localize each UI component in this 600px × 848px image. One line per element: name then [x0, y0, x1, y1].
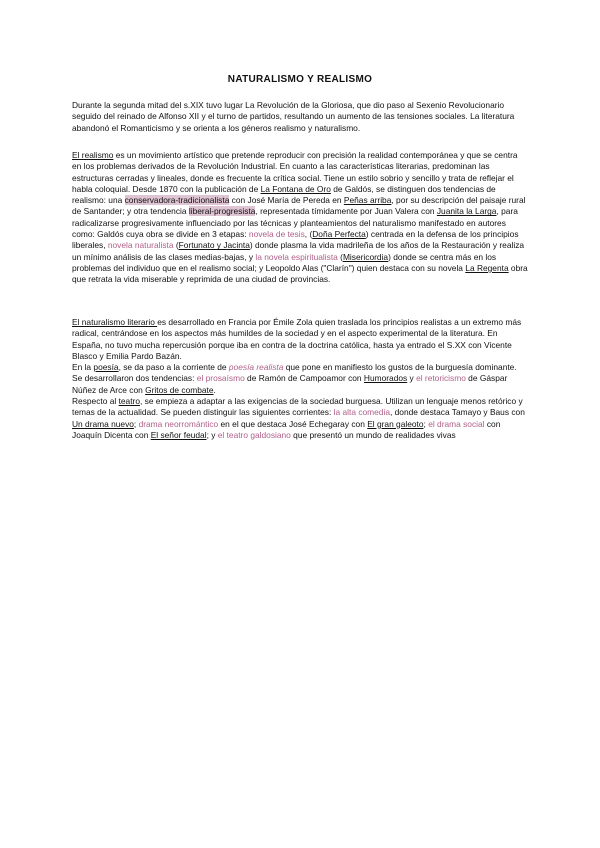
- page-title: NATURALISMO Y REALISMO: [227, 74, 373, 85]
- text-run: ;: [133, 418, 139, 429]
- work-penas-arriba[interactable]: Peñas arriba: [343, 195, 392, 206]
- text-run: (: [337, 251, 343, 262]
- work-juanita-la-larga[interactable]: Juanita la Larga: [436, 206, 497, 217]
- work-el-gran-galeoto[interactable]: El gran galeoto: [367, 418, 424, 429]
- highlight-conservadora: conservadora-tradicionalista: [124, 195, 230, 206]
- work-gritos-de-combate[interactable]: Gritos de combate: [145, 384, 214, 395]
- text-run: y: [407, 373, 417, 384]
- work-dona-perfecta[interactable]: Doña Perfecta: [312, 229, 366, 240]
- term-retoricismo: el retoricismo: [416, 373, 466, 384]
- text-run: ) donde plasma la vida madrileña de los años de la Restauración y realiza un mínimo análisis de las clases medias-bajas, y: [72, 240, 525, 262]
- text-run: que pone en manifiesto los gustos de la burguesía dominante. Se desarrollaron dos tendencias:: [72, 362, 517, 384]
- work-un-drama-nuevo[interactable]: Un drama nuevo: [72, 418, 134, 429]
- term-alta-comedia: la alta comedia: [333, 407, 390, 418]
- text-run: (: [173, 240, 179, 251]
- text-run: Respecto al: [72, 396, 119, 407]
- text-run: En la: [72, 362, 94, 373]
- text-run: de Ramón de Campoamor con: [244, 373, 364, 384]
- text-run: ) centrada en la defensa de los principios liberales,: [72, 229, 519, 251]
- work-misericordia[interactable]: Misericordia: [342, 251, 389, 262]
- term-prosaismo: el prosaísmo: [196, 373, 245, 384]
- text-run: , para radicalizarse progresivamente influenciado por las técnicas y planteamientos del naturalismo manifestado en autores como: Galdós cuya obra se divide en 3 etapas:: [72, 206, 518, 240]
- term-teatro-galdosiano: el teatro galdosiano: [217, 429, 291, 440]
- term-novela-de-tesis: novela de tesis: [248, 229, 305, 240]
- term-novela-espiritualista: la novela espiritualista: [255, 251, 338, 262]
- work-el-senor-feudal[interactable]: El señor feudal: [150, 429, 207, 440]
- text-run: de Gáspar Núñez de Arce con: [72, 373, 508, 395]
- realismo-paragraph: [72, 150, 528, 286]
- text-run: ) donde se centra más en los problemas del individuo que en el realismo social; y Leopoldo Alas ("Clarín") quien destaca con su novela: [72, 251, 497, 273]
- text-run: de Galdós, se distinguen dos tendencias de realismo: una: [72, 183, 496, 206]
- naturalismo-term[interactable]: El naturalismo literario: [72, 317, 158, 327]
- intro-paragraph: Durante la segunda mitad del s.XIX tuvo lugar La Revolución de la Gloriosa, que dio paso al Sexenio Revolucionario seguido del reinado de Alfonso XII y el turno de partidos, resultando un aumento de las tensiones sociales. La literatura abandonó el Romanticismo y se orienta a los géneros realismo y naturalismo.: [72, 100, 515, 133]
- term-drama-neorromantico: drama neorromántico: [138, 418, 219, 429]
- work-la-fontana-de-oro[interactable]: La Fontana de Oro: [260, 183, 331, 194]
- text-run: , se da paso a la corriente de: [118, 362, 229, 373]
- text-run: , por su descripción del paisaje rural de Santander; y otra tendencia: [72, 195, 526, 217]
- text-run: con Joaquín Dicenta con: [72, 418, 501, 440]
- text-run: ; y: [206, 429, 218, 440]
- poesia-term[interactable]: poesía: [93, 362, 119, 373]
- text-run: , donde destaca Tamayo y Baus con: [390, 407, 525, 418]
- term-novela-naturalista: novela naturalista: [107, 240, 174, 251]
- teatro-term[interactable]: teatro: [118, 396, 140, 407]
- text-run: en el que destaca José Echegaray con: [218, 418, 368, 429]
- highlight-liberal: liberal-progresista: [188, 206, 256, 217]
- text-run: con José María de Pereda en: [229, 195, 344, 206]
- text-run: es desarrollado en Francia por Émile Zola quien traslada los principios realistas a un extremo más radical, centrándose en los aspectos más humildes de la sociedad y en el aspecto experimental de la literatura. En España, no tuvo mucha repercusión porque iba en contra de la doctrina católica, hasta ya entrado el S.XX con Vicente Blasco y Emilia Pardo Bazán.: [72, 317, 522, 361]
- work-la-regenta[interactable]: La Regenta: [465, 262, 509, 273]
- text-run: es un movimiento artístico que pretende reproducir con precisión la realidad contemporánea y que se centra en los problemas derivados de la Revolución Industrial. En cuanto a las características literarias, predominan las estructuras cerradas y lineales, donde es frecuente la crítica social. Tiene un estilo sobrio y sencillo y trata de reflejar el habla coloquial. Desde 1870 con la publicación de: [72, 150, 518, 194]
- text-run: , (: [304, 229, 313, 240]
- term-drama-social: el drama social: [428, 418, 485, 429]
- term-poesia-realista: poesía realista: [228, 362, 284, 373]
- text-run: ;: [423, 418, 429, 429]
- realismo-term[interactable]: El realismo: [72, 150, 114, 160]
- text-run: .: [213, 384, 216, 395]
- text-run: , se empieza a adaptar a las exigencias de la sociedad burguesa. Utilizan un lenguaje menos retórico y temas de la actualidad. Se pueden distinguir las siguientes corrientes:: [72, 396, 523, 418]
- work-fortunato-y-jacinta[interactable]: Fortunato y Jacinta: [178, 240, 250, 251]
- work-humorados[interactable]: Humorados: [363, 373, 408, 384]
- text-run: , representada tímidamente por Juan Valera con: [255, 206, 437, 217]
- text-run: que presentó un mundo de realidades vivas: [290, 429, 456, 440]
- text-run: obra que retrata la vida miserable y reprimida de una ciudad de provincias.: [72, 262, 528, 285]
- naturalismo-paragraph: [72, 317, 528, 441]
